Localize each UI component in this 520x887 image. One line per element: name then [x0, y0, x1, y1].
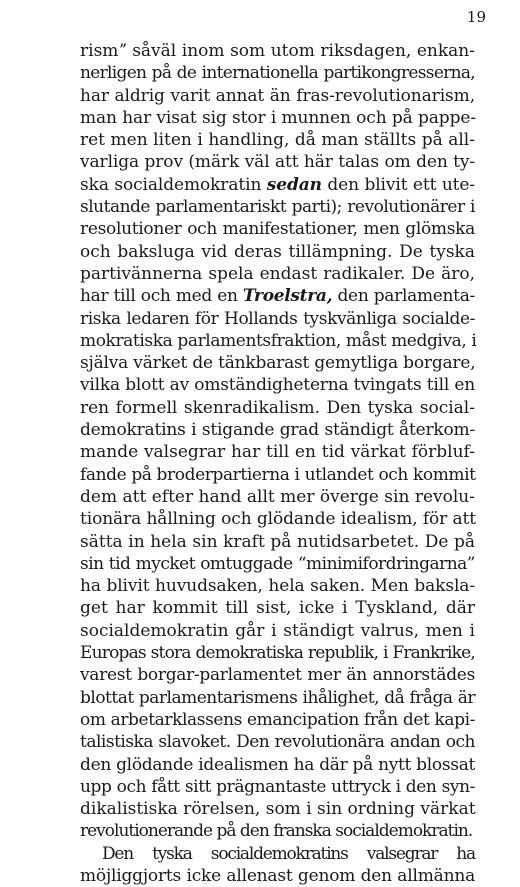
text-segment: har till och med en	[80, 286, 243, 307]
text-line	[80, 285, 475, 307]
text-line: blottat parlamentarismens ihålighet, då fråga är	[80, 687, 475, 708]
text-line: mande valsegrar har till en tid värkat förbluf-	[80, 442, 475, 463]
emphasized-name: Troelstra,	[242, 286, 333, 307]
text-line	[80, 174, 475, 196]
text-segment: den parlamenta-	[332, 286, 475, 307]
text-line: Europas stora demokratiska republik, i Frankrike,	[80, 643, 475, 664]
text-line: man har visat sig stor i munnen och på pappe-	[80, 107, 476, 128]
text-line: talistiska slavoket. Den revolutionära andan och	[80, 732, 475, 753]
text-line: och baksluga vid deras tillämpning. De tyska	[80, 241, 475, 262]
text-line: ren formell skenradikalism. Den tyska social-	[80, 397, 475, 418]
text-segment: ska socialdemokratin	[80, 174, 267, 195]
text-line: möjliggjorts icke allenast genom den allmänna	[80, 865, 475, 886]
text-line: slutande parlamentariskt parti); revolutionärer i	[80, 197, 475, 218]
text-line: nerligen på de internationella partikongresserna,	[80, 63, 475, 84]
paragraph-end-line: revolutionerande på den franska socialdemokratin.	[80, 821, 473, 842]
text-line: socialdemokratin går i ständigt valrus, men i	[80, 620, 475, 641]
text-line: dem att efter hand allt mer överge sin revolu-	[80, 486, 475, 507]
text-line: dikalistiska rörelsen, som i sin ordning värkat	[80, 799, 476, 820]
text-line: vilka blott av omständigheterna tvingats till en	[80, 375, 475, 396]
text-line: ret men liten i handling, då man ställts på all-	[80, 130, 475, 151]
text-line: varest borgar-parlamentet mer än annorstädes	[80, 665, 475, 686]
text-line: själva värket de tänkbarast gemytliga borgare,	[80, 353, 476, 374]
text-line: tionära hållning och glödande idealism, för att	[80, 509, 477, 530]
text-line: partivännerna spela endast radikaler. De äro,	[80, 263, 475, 284]
text-line: sätta in hela sin kraft på nutidsarbetet. De på	[80, 531, 475, 552]
text-line: har aldrig varit annat än fras-revolutionarism,	[80, 85, 475, 106]
text-line: demokratins i stigande grad ständigt återkom-	[80, 420, 475, 441]
text-line: mokratiska parlamentsfraktion, måst medgiva, i	[80, 330, 477, 351]
text-line: upp och fått sitt prägnantaste uttryck i den syn-	[80, 776, 475, 797]
text-segment: den blivit ett ute-	[321, 174, 476, 195]
text-line: varliga prov (märk väl att här talas om den ty-	[80, 152, 475, 173]
paragraph-first-line: Den tyska socialdemokratins valsegrar ha	[102, 843, 475, 864]
emphasized-word: sedan	[266, 174, 322, 195]
text-line: rismˮ såväl inom som utom riksdagen, enkan-	[80, 41, 475, 61]
text-line: get har kommit till sist, icke i Tyskland, där	[80, 598, 475, 619]
text-line: fande på broderpartierna i utlandet och kommit	[80, 464, 476, 485]
text-line: sin tid mycket omtuggade “minimifordringarna”	[80, 553, 475, 574]
text-line: riska ledaren för Hollands tyskvänliga socialde-	[80, 308, 475, 329]
body-text	[80, 40, 475, 887]
text-line: den glödande idealismen ha där på nytt blossat	[80, 754, 476, 775]
text-line: om arbetarklassens emancipation från det kapi-	[80, 709, 475, 730]
text-line: ha blivit huvudsaken, hela saken. Men bakslа-	[80, 576, 475, 597]
page-number: 19	[466, 8, 486, 26]
text-line: resolutioner och manifestationer, men glömska	[80, 219, 475, 240]
